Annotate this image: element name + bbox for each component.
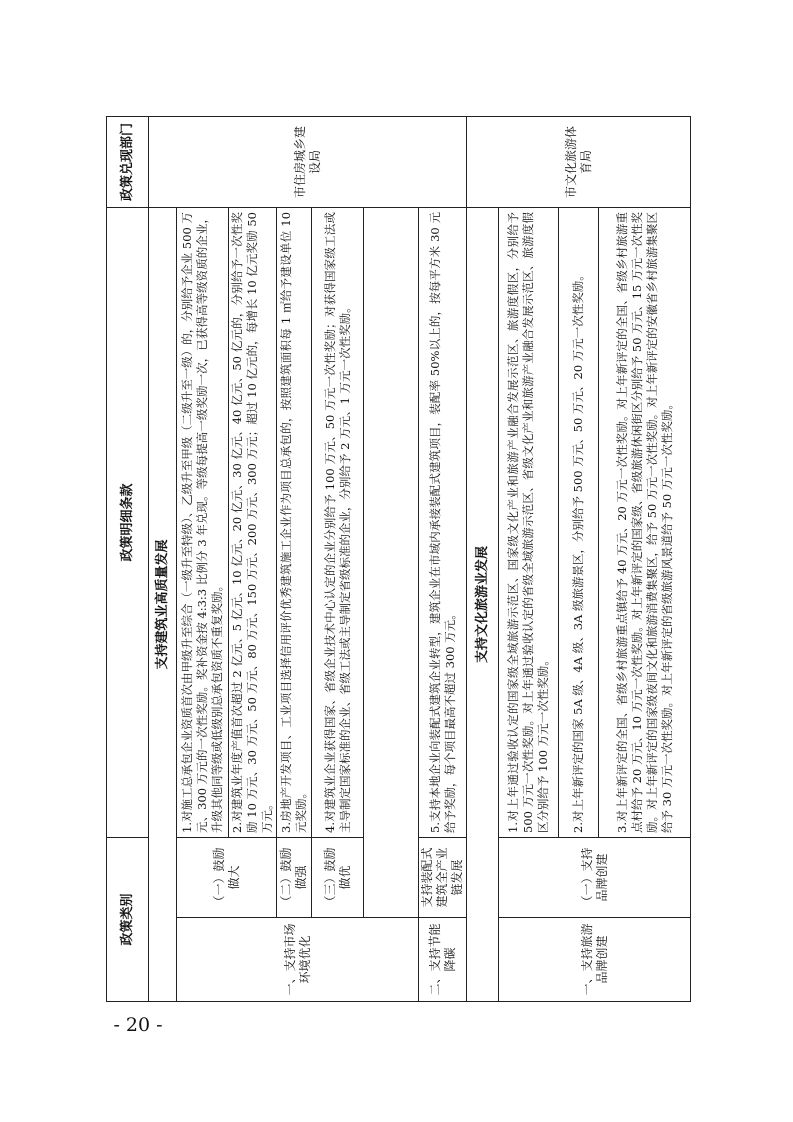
policy-item: 2.对上年新评定的国家 5A 级、4A 级、3A 级旅游景区，分别给予 500 万元、50 万元、20 万元一次性奖励。: [559, 207, 599, 837]
category-level2: （一）支持品牌创建: [499, 837, 691, 917]
category-level2: （一）鼓励做大: [177, 837, 277, 917]
policy-item: 1.对上年通过验收认定的国家级全域旅游示范区、国家级文化产业和旅游产业融合发展示范区、旅游度假区，分别给予 500 万元一次性奖励。对上年通过验收认定的省级全域旅游示范区、省级文化产业和旅游产业融合发展示范区、旅游度假区分别给予 100 万元一次性奖励。: [499, 207, 559, 837]
category-level1: 二、支持节能降碳: [419, 918, 467, 1002]
policy-table: [106, 116, 691, 1002]
category-level2: （二）鼓励做强: [277, 837, 312, 917]
category-level1: 一、支持市场环境优化: [177, 918, 419, 1002]
policy-item: 4.对建筑业企业获得国家、省级企业技术中心认定的企业分别给予 100 万元、50 万元一次性奖励；对获得国家级工法或主导制定国家标准的企业、省级工法或主导制定省级标准的企业，分别给予 2 万元、1 万元一次性奖励。: [312, 207, 364, 837]
table-row: [312, 116, 364, 1001]
table-row: [177, 116, 229, 1001]
table-row: [419, 116, 467, 1001]
section-title-row: [149, 116, 177, 1001]
policy-item: 5.支持本地企业向装配式建筑企业转型，建筑企业在市域内承接装配式建筑项目，装配率 50%以上的，按每平方米 30 元给予奖励，每个项目最高不超过 300 万元。: [419, 207, 467, 837]
policy-item: 3.房地产开发项目、工业项目选择信用评价优秀建筑施工企业作为项目总承包的，按照建筑面积每 1 ㎡给予建设单位 10 元奖励。: [277, 207, 312, 837]
table-row: [277, 116, 312, 1001]
policy-item: 1.对施工总承包企业资质首次由甲级升至综合（一级升至特级）、乙级升至甲级（二级升至一级）的，分别给予企业 500 万元、300 万元的一次性奖励。奖补资金按 4:3:3 比例分 3 年兑现。等级每提高一级奖励一次，已获得高等级资质的企业，升级其他同等级或低级别总承包资质不重复奖励。: [177, 207, 229, 837]
table-header-row: [107, 116, 149, 1001]
header-category: 政策类别: [107, 837, 149, 1001]
department-cell: 市住房城乡建设局: [149, 116, 467, 207]
department-cell: 市文化旅游体育局: [467, 116, 691, 207]
category-level2: 支持装配式建筑全产业链发展: [419, 837, 467, 917]
section-title-row: [467, 116, 499, 1001]
table-row: [499, 116, 559, 1001]
policy-table-rotated: [106, 117, 691, 1002]
category-level1: 一、支持旅游品牌创建: [499, 918, 691, 1002]
section-title: 支持建筑业高质量发展: [149, 207, 177, 1001]
policy-item: 3.对上年新评定的全国、省级乡村旅游重点镇给予 40 万元、20 万元一次性奖励。对上年新评定的全国、省级乡村旅游重点村给予 20 万元、10 万元一次性奖励。对上年新评定的国家级、省级旅游休闲街区分别给予 50 万元、15 万元一次性奖励。对上年新评定的国家级夜间文化和旅游消费集聚区，给予 50 万元一次性奖励。对上年新评定的安徽省乡村旅游集聚区给予 30 万元一次性奖励。对上年新评定的省级旅游风景道给予 50 万元一次性奖励。: [599, 207, 691, 837]
header-department: 政策兑现部门: [107, 116, 149, 207]
header-details: 政策明细条款: [107, 207, 149, 837]
page-number: - 20 -: [113, 1014, 163, 1036]
category-level2: （三）鼓励做优: [312, 837, 364, 917]
section-title: 支持文化旅游业发展: [467, 207, 499, 1001]
policy-item: 2.对建筑业年度产值首次超过 2 亿元、5 亿元、10 亿元、20 亿元、30 亿元、40 亿元、50 亿元的，分别给予一次性奖励 10 万元、30 万元、50 万元、80 万元、150 万元、200 万元、300 万元；超过 10 亿元的，每增长 10 亿元奖励 50 万元。: [229, 207, 277, 837]
